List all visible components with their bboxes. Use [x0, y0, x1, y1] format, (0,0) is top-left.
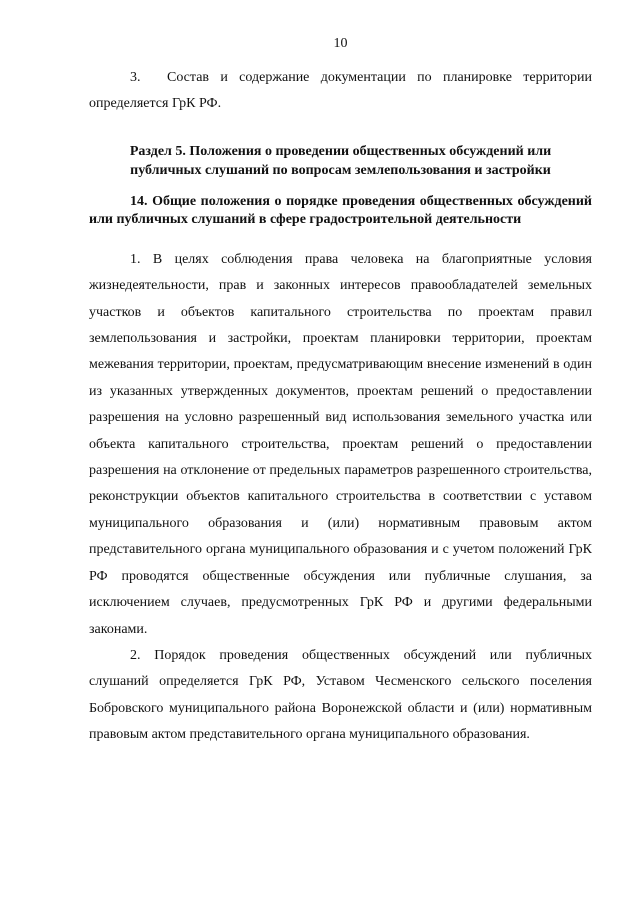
section-title: Раздел 5. Положения о проведении общественных обсуждений или публичных слушаний по вопросам землепользования и застройки: [129, 143, 552, 178]
item-3-text: Состав и содержание документации по планировке территории определяется ГрК РФ.: [89, 70, 592, 112]
page-number: 10: [333, 36, 348, 51]
paragraph-1: 1. В целях соблюдения права человека на благоприятные условия жизнедеятельности, прав и законных интересов правообладателей земельных участков и объектов капитального строительства по проектам правил землепользования и застройки, проектам планировки территории, проектам межевания территории, проектам, предусматривающим внесение изменений в один из указанных утвержденных документов, проектам решений о предоставлении разрешения на условно разрешенный вид использования земельного участка или объекта капитального строительства, проектам решений о предоставлении разрешения на отклонение от предельных параметров разрешенного строительства, реконструкции объектов капитального строительства в соответствии с уставом муниципального образования и (или) нормативным правовым актом представительного органа муниципального образования и с учетом положений ГрК РФ проводятся общественные обсуждения или публичные слушания, за исключением случаев, предусмотренных ГрК РФ и другими федеральными законами.: [89, 251, 592, 637]
paragraph-2: 2. Порядок проведения общественных обсуждений или публичных слушаний определяется ГрК РФ, Уставом Чесменского сельского поселения Бобровского муниципального района Воронежской области и (или) нормативным правовым актом представительного органа муниципального образования.: [89, 647, 592, 743]
item-3-number: 3.: [130, 70, 141, 85]
item-3-paragraph: [89, 65, 592, 118]
article-title: 14. Общие положения о порядке проведения общественных обсуждений или публичных слушаний в сфере градостроительной деятельности: [89, 193, 592, 227]
